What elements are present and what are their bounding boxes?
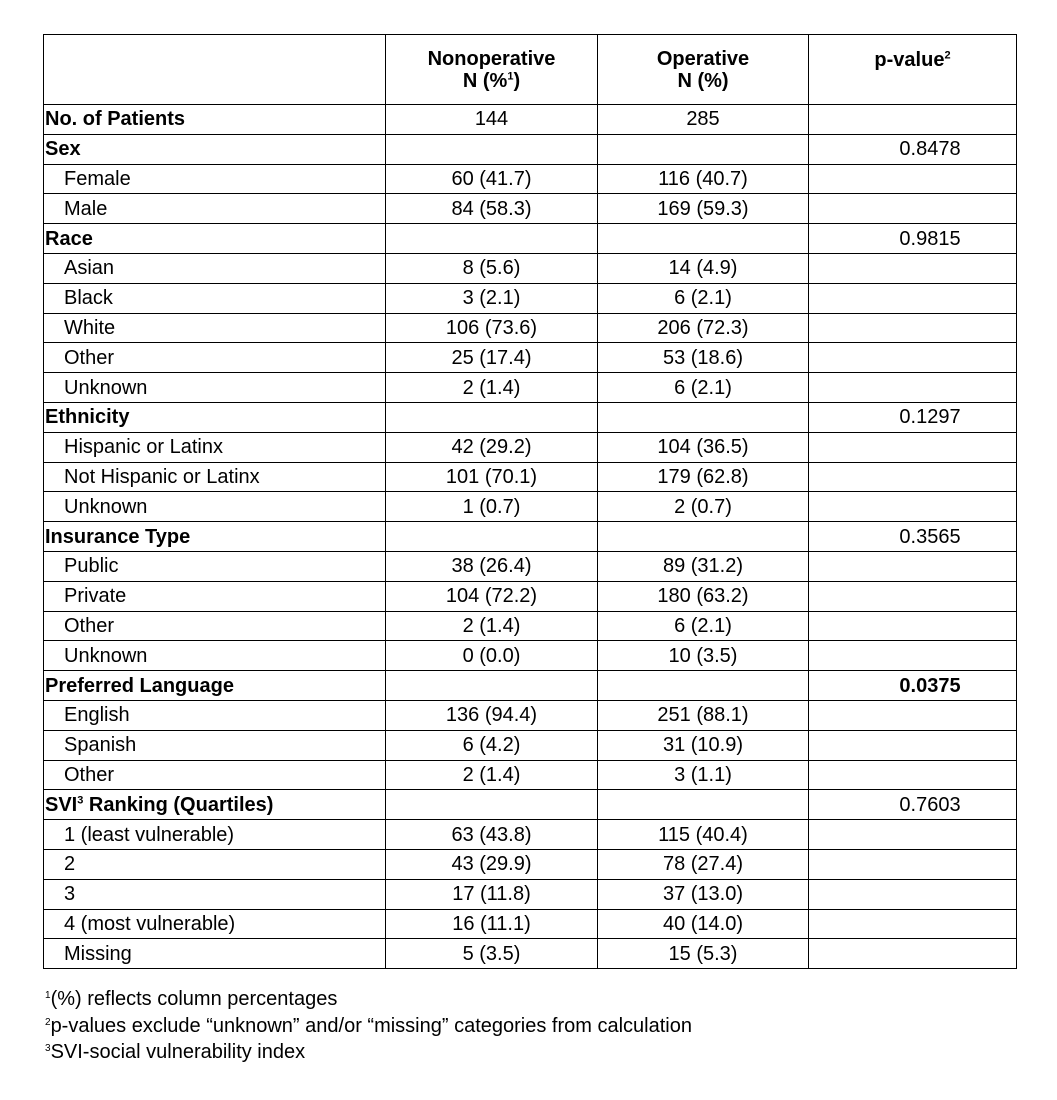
nonoperative-cell: 8 (5.6) bbox=[386, 253, 598, 283]
operative-cell bbox=[598, 134, 809, 164]
operative-cell: 6 (2.1) bbox=[598, 283, 809, 313]
pvalue-cell bbox=[809, 343, 1017, 373]
header-nonoperative-unit: N (%$^1$) bbox=[462, 69, 521, 92]
operative-cell: 3 (1.1) bbox=[598, 760, 809, 790]
table-section-row bbox=[44, 790, 1017, 820]
row-label: Not Hispanic or Latinx bbox=[44, 462, 386, 492]
table-section-row bbox=[44, 134, 1017, 164]
operative-cell: 251 (88.1) bbox=[598, 700, 809, 730]
nonoperative-cell: 2 (1.4) bbox=[386, 760, 598, 790]
nonoperative-cell: 136 (94.4) bbox=[386, 700, 598, 730]
table-row bbox=[44, 373, 1017, 403]
row-label: Missing bbox=[44, 939, 386, 969]
pvalue-cell bbox=[809, 611, 1017, 641]
pvalue-cell bbox=[809, 313, 1017, 343]
nonoperative-cell bbox=[386, 790, 598, 820]
table-row bbox=[44, 849, 1017, 879]
operative-cell: 2 (0.7) bbox=[598, 492, 809, 522]
nonoperative-cell: 5 (3.5) bbox=[386, 939, 598, 969]
nonoperative-cell bbox=[386, 402, 598, 432]
row-label: 2 bbox=[44, 849, 386, 879]
nonoperative-cell: 60 (41.7) bbox=[386, 164, 598, 194]
pvalue-cell: 0.7603 bbox=[809, 790, 1017, 820]
nonoperative-cell: 63 (43.8) bbox=[386, 820, 598, 850]
table-row bbox=[44, 194, 1017, 224]
operative-cell: 6 (2.1) bbox=[598, 611, 809, 641]
table-section-row bbox=[44, 522, 1017, 552]
table-row bbox=[44, 283, 1017, 313]
pvalue-cell bbox=[809, 462, 1017, 492]
table-row bbox=[44, 700, 1017, 730]
table-row bbox=[44, 581, 1017, 611]
row-label: 4 (most vulnerable) bbox=[44, 909, 386, 939]
table-section-row bbox=[44, 402, 1017, 432]
nonoperative-cell: 101 (70.1) bbox=[386, 462, 598, 492]
operative-cell bbox=[598, 790, 809, 820]
nonoperative-cell: 6 (4.2) bbox=[386, 730, 598, 760]
pvalue-cell bbox=[809, 879, 1017, 909]
operative-cell: 104 (36.5) bbox=[598, 432, 809, 462]
pvalue-cell bbox=[809, 700, 1017, 730]
operative-cell: 78 (27.4) bbox=[598, 849, 809, 879]
table-row bbox=[44, 760, 1017, 790]
table-row bbox=[44, 343, 1017, 373]
table-section-row bbox=[44, 671, 1017, 701]
header-operative-title: Operative bbox=[656, 47, 750, 70]
row-label: Other bbox=[44, 760, 386, 790]
table-row bbox=[44, 820, 1017, 850]
row-label: Race bbox=[44, 224, 386, 254]
operative-cell bbox=[598, 224, 809, 254]
row-label: Other bbox=[44, 343, 386, 373]
nonoperative-cell: 1 (0.7) bbox=[386, 492, 598, 522]
nonoperative-cell: 42 (29.2) bbox=[386, 432, 598, 462]
pvalue-cell bbox=[809, 373, 1017, 403]
operative-cell: 15 (5.3) bbox=[598, 939, 809, 969]
nonoperative-cell bbox=[386, 224, 598, 254]
nonoperative-cell: 17 (11.8) bbox=[386, 879, 598, 909]
operative-cell: 31 (10.9) bbox=[598, 730, 809, 760]
operative-cell: 179 (62.8) bbox=[598, 462, 809, 492]
pvalue-cell bbox=[809, 909, 1017, 939]
row-label: 3 bbox=[44, 879, 386, 909]
pvalue-cell bbox=[809, 105, 1017, 135]
footnote: $^1$(%) reflects column percentages bbox=[45, 988, 338, 1010]
operative-cell: 40 (14.0) bbox=[598, 909, 809, 939]
nonoperative-cell bbox=[386, 522, 598, 552]
nonoperative-cell: 2 (1.4) bbox=[386, 611, 598, 641]
header-nonoperative bbox=[386, 35, 598, 105]
row-label: Female bbox=[44, 164, 386, 194]
nonoperative-cell: 43 (29.9) bbox=[386, 849, 598, 879]
pvalue-cell bbox=[809, 820, 1017, 850]
operative-cell: 115 (40.4) bbox=[598, 820, 809, 850]
pvalue-cell: 0.8478 bbox=[809, 134, 1017, 164]
pvalue-cell: 0.1297 bbox=[809, 402, 1017, 432]
operative-cell bbox=[598, 402, 809, 432]
operative-cell: 6 (2.1) bbox=[598, 373, 809, 403]
row-label: 1 (least vulnerable) bbox=[44, 820, 386, 850]
header-pvalue: p-value$^2$ bbox=[809, 35, 1017, 105]
nonoperative-cell: 104 (72.2) bbox=[386, 581, 598, 611]
pvalue-cell: 0.9815 bbox=[809, 224, 1017, 254]
operative-cell: 10 (3.5) bbox=[598, 641, 809, 671]
row-label: Hispanic or Latinx bbox=[44, 432, 386, 462]
row-label: Asian bbox=[44, 253, 386, 283]
pvalue-cell bbox=[809, 551, 1017, 581]
header-label-cell bbox=[44, 35, 386, 105]
operative-cell: 206 (72.3) bbox=[598, 313, 809, 343]
table-row bbox=[44, 641, 1017, 671]
row-label: Preferred Language bbox=[44, 671, 386, 701]
operative-cell: 53 (18.6) bbox=[598, 343, 809, 373]
table-row bbox=[44, 253, 1017, 283]
pvalue-cell bbox=[809, 730, 1017, 760]
row-label: Public bbox=[44, 551, 386, 581]
nonoperative-cell bbox=[386, 134, 598, 164]
nonoperative-cell: 25 (17.4) bbox=[386, 343, 598, 373]
footnote: $^3$SVI-social vulnerability index bbox=[45, 1041, 306, 1063]
operative-cell: 169 (59.3) bbox=[598, 194, 809, 224]
nonoperative-cell: 0 (0.0) bbox=[386, 641, 598, 671]
row-label: English bbox=[44, 700, 386, 730]
table-row bbox=[44, 432, 1017, 462]
pvalue-cell bbox=[809, 283, 1017, 313]
nonoperative-cell bbox=[386, 671, 598, 701]
table-row bbox=[44, 730, 1017, 760]
pvalue-cell bbox=[809, 194, 1017, 224]
pvalue-cell bbox=[809, 432, 1017, 462]
table-row bbox=[44, 164, 1017, 194]
pvalue-cell bbox=[809, 581, 1017, 611]
table-row bbox=[44, 879, 1017, 909]
row-label: Ethnicity bbox=[44, 402, 386, 432]
operative-cell: 285 bbox=[598, 105, 809, 135]
nonoperative-cell: 84 (58.3) bbox=[386, 194, 598, 224]
operative-cell: 37 (13.0) bbox=[598, 879, 809, 909]
pvalue-cell: 0.3565 bbox=[809, 522, 1017, 552]
row-label: Other bbox=[44, 611, 386, 641]
table-header-row bbox=[44, 35, 1017, 105]
row-label: Unknown bbox=[44, 373, 386, 403]
table-section-row bbox=[44, 105, 1017, 135]
row-label: SVI$^3$ Ranking (Quartiles) bbox=[44, 790, 386, 820]
table-row bbox=[44, 939, 1017, 969]
row-label: Insurance Type bbox=[44, 522, 386, 552]
pvalue-cell bbox=[809, 253, 1017, 283]
pvalue-cell bbox=[809, 492, 1017, 522]
row-label: No. of Patients bbox=[44, 105, 386, 135]
operative-cell: 89 (31.2) bbox=[598, 551, 809, 581]
table-row bbox=[44, 551, 1017, 581]
table-row bbox=[44, 313, 1017, 343]
footnotes bbox=[45, 986, 692, 1066]
operative-cell: 180 (63.2) bbox=[598, 581, 809, 611]
row-label: Spanish bbox=[44, 730, 386, 760]
nonoperative-cell: 144 bbox=[386, 105, 598, 135]
nonoperative-cell: 38 (26.4) bbox=[386, 551, 598, 581]
nonoperative-cell: 2 (1.4) bbox=[386, 373, 598, 403]
operative-cell bbox=[598, 522, 809, 552]
pvalue-cell bbox=[809, 641, 1017, 671]
row-label: Sex bbox=[44, 134, 386, 164]
header-operative bbox=[598, 35, 809, 105]
operative-cell: 14 (4.9) bbox=[598, 253, 809, 283]
table-section-row bbox=[44, 224, 1017, 254]
table-body bbox=[44, 105, 1017, 969]
nonoperative-cell: 3 (2.1) bbox=[386, 283, 598, 313]
header-operative-unit: N (%) bbox=[677, 69, 729, 92]
pvalue-cell bbox=[809, 939, 1017, 969]
row-label: White bbox=[44, 313, 386, 343]
nonoperative-cell: 106 (73.6) bbox=[386, 313, 598, 343]
row-label: Private bbox=[44, 581, 386, 611]
row-label: Black bbox=[44, 283, 386, 313]
pvalue-cell bbox=[809, 849, 1017, 879]
table-row bbox=[44, 492, 1017, 522]
row-label: Male bbox=[44, 194, 386, 224]
demographics-table bbox=[43, 34, 1017, 969]
table-row bbox=[44, 611, 1017, 641]
pvalue-cell: 0.0375 bbox=[809, 671, 1017, 701]
operative-cell: 116 (40.7) bbox=[598, 164, 809, 194]
pvalue-cell bbox=[809, 164, 1017, 194]
row-label: Unknown bbox=[44, 641, 386, 671]
operative-cell bbox=[598, 671, 809, 701]
table-row bbox=[44, 909, 1017, 939]
row-label: Unknown bbox=[44, 492, 386, 522]
header-nonoperative-title: Nonoperative bbox=[427, 47, 556, 70]
table-row bbox=[44, 462, 1017, 492]
pvalue-cell bbox=[809, 760, 1017, 790]
footnote: $^2$p-values exclude “unknown” and/or “missing” categories from calculation bbox=[45, 1014, 692, 1037]
nonoperative-cell: 16 (11.1) bbox=[386, 909, 598, 939]
